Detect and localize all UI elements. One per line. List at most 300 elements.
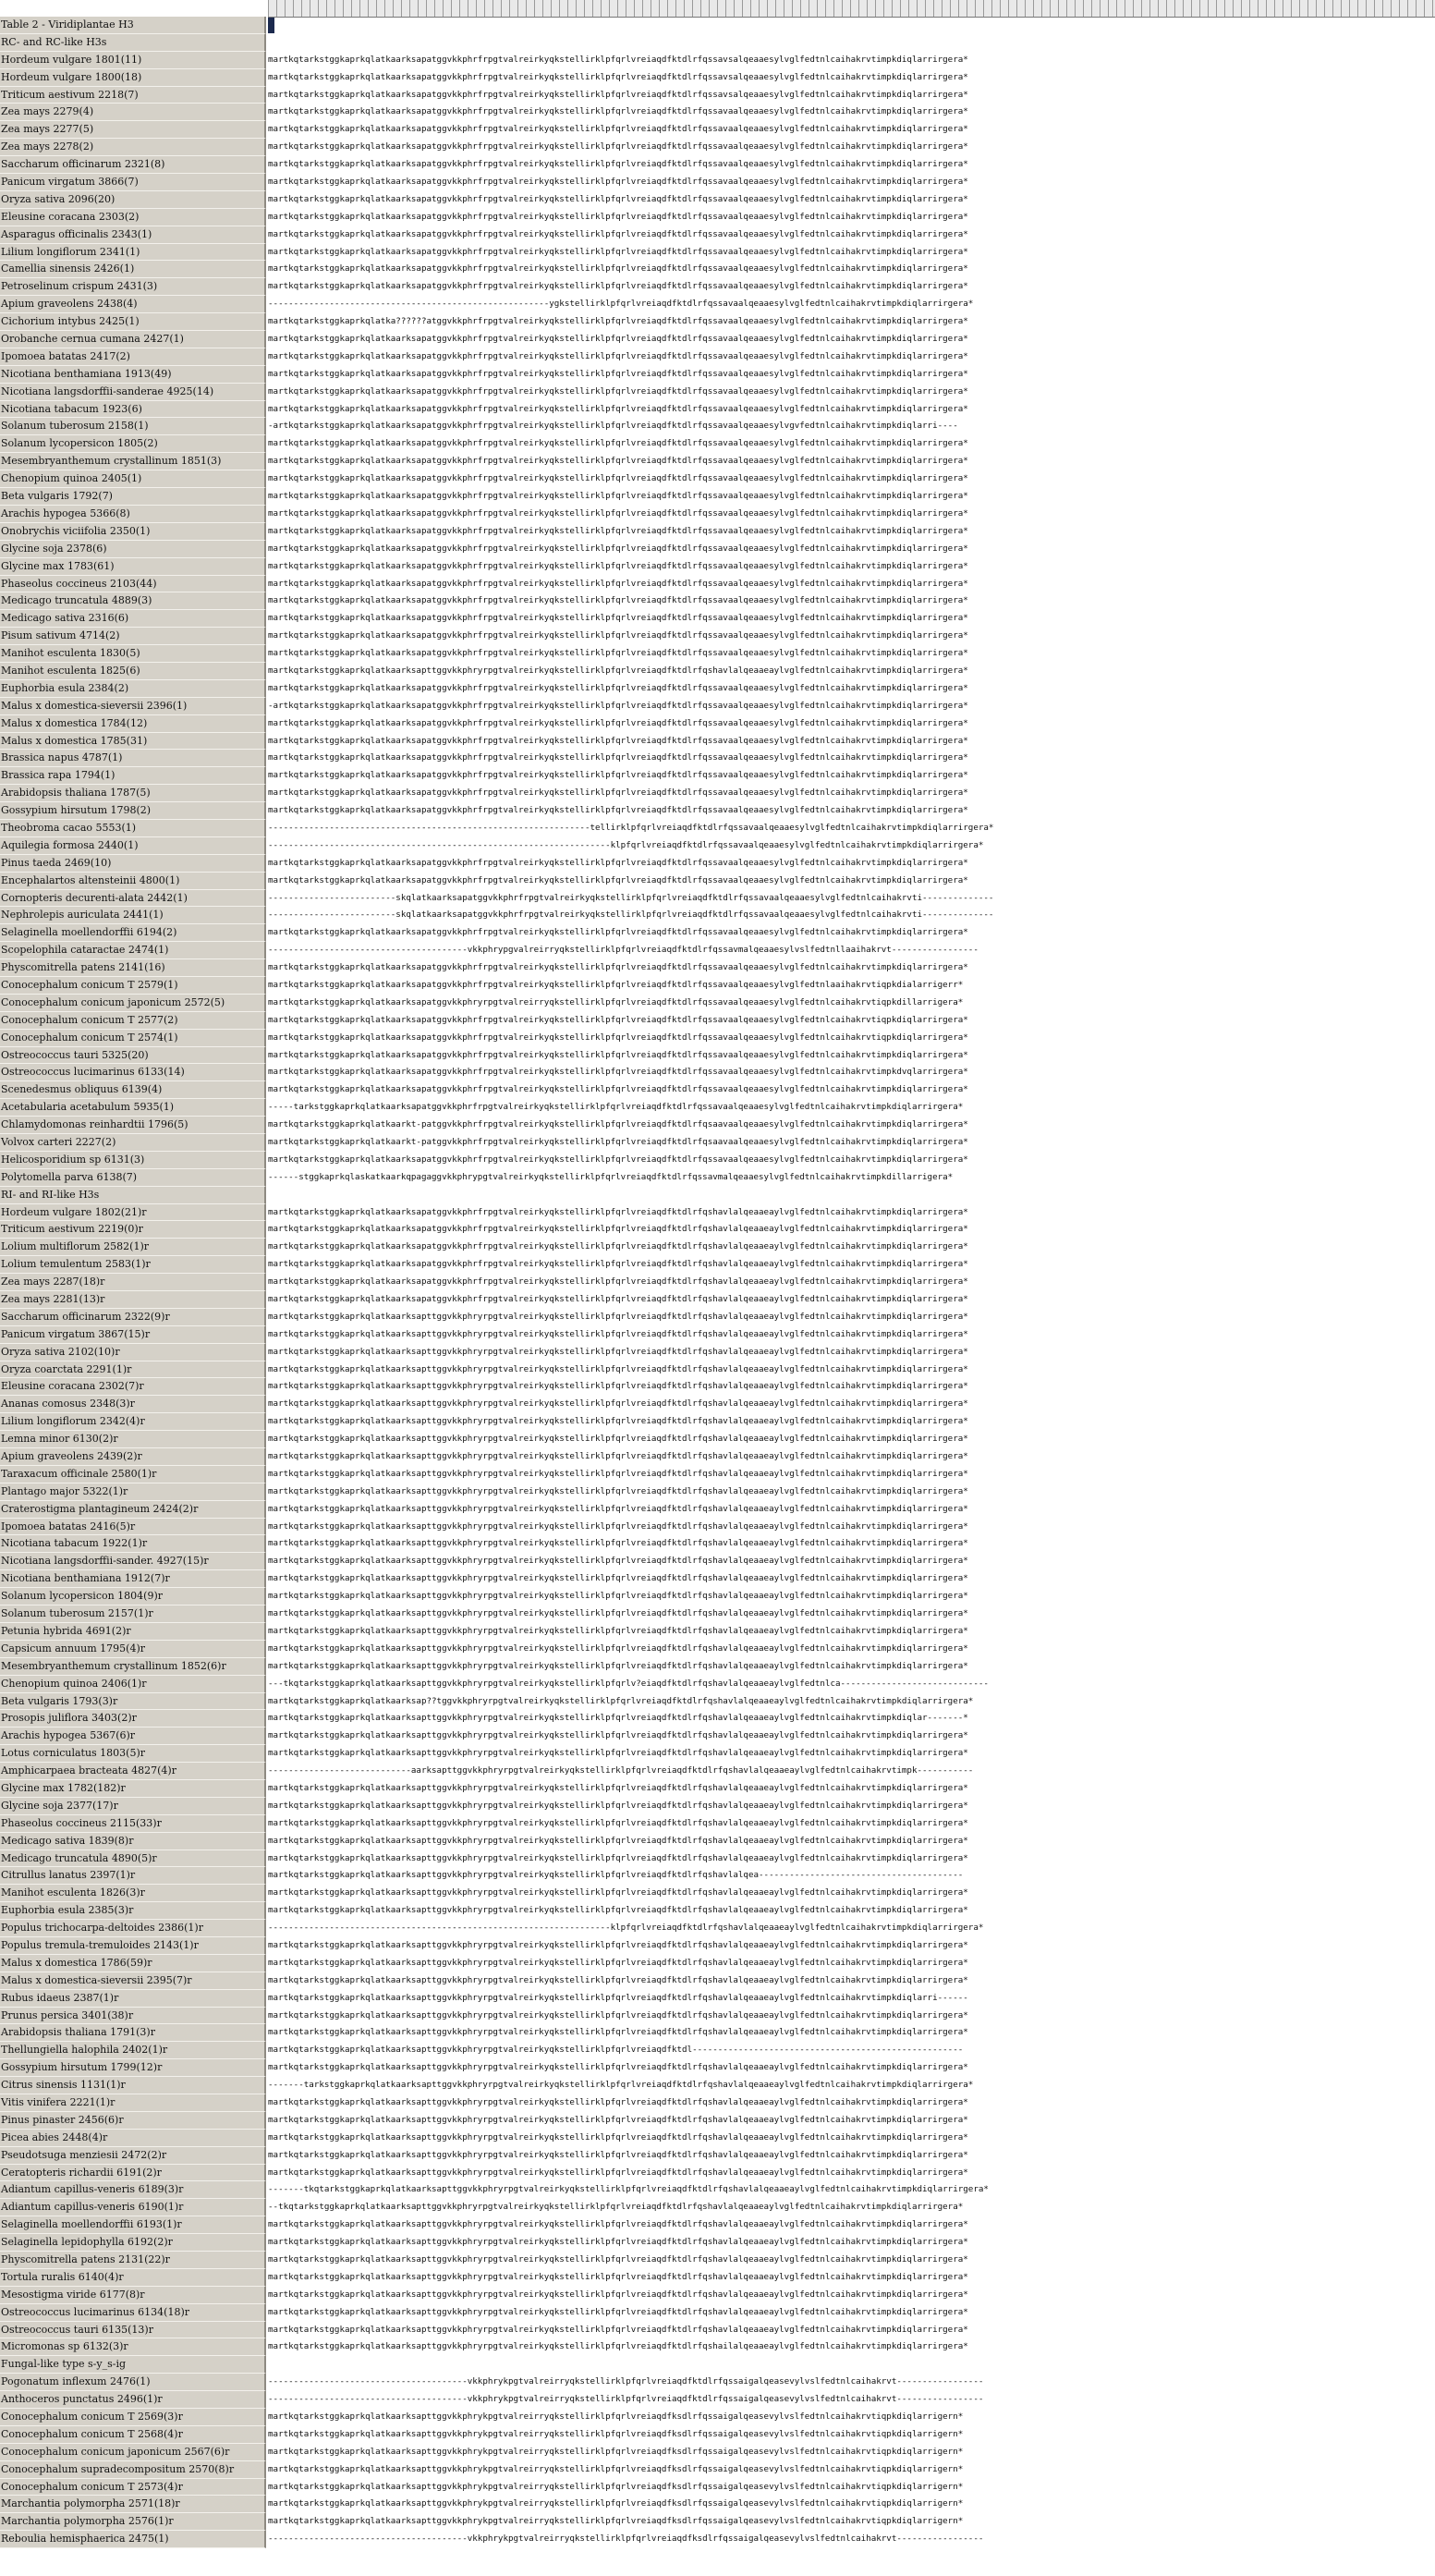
- alignment-row: [0, 924, 1432, 942]
- sequence-name[interactable]: Hordeum vulgare 1802(21)r: [0, 1204, 266, 1222]
- alignment-row: [0, 1850, 1432, 1868]
- sequence-text: martkqtarkstggkaprkqlatkaarksapttggvkkphryrpgtvalreirkyqkstellirklpfqrlvreiaqdfktdlrfqshavlalqeaaeaylvglfedtnlcaihakrvtimpkdiqlarrirgera*: [268, 2009, 968, 2021]
- sequence-name[interactable]: Medicago sativa 1839(8)r: [0, 1833, 266, 1850]
- sequence-name[interactable]: Beta vulgaris 1793(3)r: [0, 1693, 266, 1711]
- sequence-text: martkqtarkstggkaprkqlatkaarksapttggvkkphrykpgtvalreirryqkstellirklpfqrlvreiaqdfksdlrfqssaigalqeasevylvslfedtnlcaihakrvtiqpkdiqlarrigern*: [268, 2463, 964, 2474]
- alignment-row: [0, 2391, 1432, 2409]
- alignment-row: [0, 2234, 1432, 2252]
- alignment-row: [0, 995, 1432, 1012]
- sequence-name[interactable]: Mesembryanthemum crystallinum 1852(6)r: [0, 1658, 266, 1676]
- sequence-name[interactable]: Lolium temulentum 2583(1)r: [0, 1256, 266, 1274]
- sequence-name[interactable]: Ipomoea batatas 2417(2): [0, 348, 266, 366]
- alignment-row: [0, 837, 1432, 855]
- sequence-text: martkqtarkstggkaprkqlatkaarksapttggvkkphryrpgtvalreirkyqkstellirklpfqrlvreiaqdfktdlrfqshavlalqeaaeaylvglfedtnlcaihakrvtimpkdiqlarrirgera*: [268, 1800, 968, 1811]
- sequence-text: martkqtarkstggkaprkqlatkaarksapttggvkkphryrpgtvalreirkyqkstellirklpfqrlvreiaqdfktdlrfqshavlalqeaaeaylvglfedtnlcaihakrvtimpkdiqlarrirgera*: [268, 1485, 968, 1496]
- sequence-name[interactable]: Fungal-like type s-y_s-ig: [0, 2356, 266, 2374]
- sequence-name[interactable]: Conocephalum conicum T 2568(4)r: [0, 2426, 266, 2444]
- alignment-row: [0, 87, 1432, 104]
- sequence-text: martkqtarkstggkaprkqlatkaarksapttggvkkphryrpgtvalreirkyqkstellirklpfqrlvreiaqdfktdlrfqshavlalqeaaeaylvglfedtnlcaihakrvtimpkdiqlarrirgera*: [268, 1363, 968, 1374]
- sequence-text: martkqtarkstggkaprkqlatkaarksapttggvkkphryrpgtvalreirkyqkstellirklpfqrlvreiaqdfktdlrfqshavlalqeaaeaylvglfedtnlcaihakrvtimpkdiqlarrirgera*: [268, 1503, 968, 1514]
- alignment-row: [0, 1867, 1432, 1885]
- sequence-name[interactable]: Prunus persica 3401(38)r: [0, 2008, 266, 2025]
- sequence-name[interactable]: Amphicarpaea bracteata 4827(4)r: [0, 1763, 266, 1780]
- alignment-row: [0, 506, 1432, 523]
- sequence-name[interactable]: Manihot esculenta 1826(3)r: [0, 1885, 266, 1902]
- sequence-name[interactable]: Lolium multiflorum 2582(1)r: [0, 1239, 266, 1256]
- alignment-row: [0, 1134, 1432, 1152]
- alignment-table: [0, 17, 1432, 2548]
- sequence-name[interactable]: Apium graveolens 2439(2)r: [0, 1448, 266, 1466]
- alignment-row: [0, 34, 1432, 52]
- sequence-name[interactable]: Cornopteris decurenti-alata 2442(1): [0, 890, 266, 908]
- sequence-name[interactable]: Hordeum vulgare 1800(18): [0, 69, 266, 87]
- alignment-row: [0, 278, 1432, 296]
- sequence-name[interactable]: Malus x domestica 1785(31): [0, 733, 266, 751]
- sequence-name[interactable]: Solanum lycopersicon 1804(9)r: [0, 1588, 266, 1605]
- sequence-text: ---------------------------------------------------------------tellirklpfqrlvreiaqdfktdlrfqssavaalqeaaesylvglfedtnlcaihakrvtimpkdiqlarrirgera*: [268, 822, 994, 833]
- sequence-name[interactable]: Glycine soja 2377(17)r: [0, 1798, 266, 1815]
- sequence-name[interactable]: Camellia sinensis 2426(1): [0, 261, 266, 278]
- alignment-row: [0, 1396, 1432, 1413]
- alignment-row: [0, 1780, 1432, 1798]
- sequence-name[interactable]: Nicotiana langsdorffii-sander. 4927(15)r: [0, 1553, 266, 1570]
- sequence-text: martkqtarkstggkaprkqlatkaarksapttggvkkphryrpgtvalreirkyqkstellirklpfqrlvreiaqdfktdlrfqshavlalqeaaeaylvglfedtnlcaihakrvtimpkdiqlarrirgera*: [268, 2219, 968, 2230]
- sequence-name[interactable]: Aquilegia formosa 2440(1): [0, 837, 266, 855]
- alignment-row: [0, 1623, 1432, 1641]
- sequence-name[interactable]: Pinus pinaster 2456(6)r: [0, 2112, 266, 2130]
- alignment-row: [0, 104, 1432, 121]
- alignment-row: [0, 2165, 1432, 2182]
- sequence-text: martkqtarkstggkaprkqlatkaarksapttggvkkphryrpgtvalreirkyqkstellirklpfqrlvreiaqdfktdlrfqshavlalqeaaeaylvglfedtnlcaihakrvtimpkdiqlarrirgera*: [268, 1852, 968, 1863]
- sequence-text: -------------------------skqlatkaarksapatggvkkphrfrpgtvalreirkyqkstellirklpfqrlvreiaqdfktdlrfqssavaalqeaaesylvglfedtnlcaihakrvti--------------: [268, 910, 994, 921]
- sequence-text: -artkqtarkstggkaprkqlatkaarksapatggvkkphrfrpgtvalreirkyqkstellirklpfqrlvreiaqdfktdlrfqssavaalqeaaesylvgvfedtnlcaihakrvtimpkdiqlarri----: [268, 421, 958, 432]
- sequence-name[interactable]: Adiantum capillus-veneris 6190(1)r: [0, 2199, 266, 2216]
- alignment-row: [0, 2024, 1432, 2042]
- sequence-text: martkqtarkstggkaprkqlatkaarksapatggvkkphrfrpgtvalreirkyqkstellirklpfqrlvreiaqdfktdlrfqssavaalqeaaesylvglfedtnlcaihakrvtimpkdiqlarrirgera*: [268, 263, 968, 275]
- sequence-name[interactable]: Triticum aestivum 2218(7): [0, 87, 266, 104]
- sequence-text: martkqtarkstggkaprkqlatkaarksapttggvkkphryrpgtvalreirkyqkstellirklpfqrlvreiaqdfktdlrfqshavlalqeaaeaylvglfedtnlcaihakrvtimpkdiqlarri------: [268, 1992, 968, 2003]
- sequence-name[interactable]: Citrus sinensis 1131(1)r: [0, 2077, 266, 2094]
- sequence-name[interactable]: RC- and RC-like H3s: [0, 34, 266, 52]
- sequence-name[interactable]: Saccharum officinarum 2321(8): [0, 156, 266, 174]
- sequence-name[interactable]: Helicosporidium sp 6131(3): [0, 1152, 266, 1169]
- sequence-name[interactable]: Selaginella moellendorffii 6194(2): [0, 924, 266, 942]
- alignment-row: [0, 1570, 1432, 1588]
- sequence-name[interactable]: Nicotiana tabacum 1923(6): [0, 401, 266, 419]
- sequence-name[interactable]: Polytomella parva 6138(7): [0, 1169, 266, 1187]
- sequence-text: martkqtarkstggkaprkqlatkaarksapttggvkkphryrpgtvalreirkyqkstellirklpfqrlvreiaqdfktdlrfqshavlalqeaaeaylvglfedtnlcaihakrvtimpkdiqlarrirgera*: [268, 1782, 968, 1793]
- sequence-name[interactable]: Conocephalum conicum japonicum 2567(6)r: [0, 2444, 266, 2461]
- sequence-name[interactable]: Zea mays 2279(4): [0, 104, 266, 121]
- sequence-text: martkqtarkstggkaprkqlatkaarksapttggvkkphryrpgtvalreirkyqkstellirklpfqrlvreiaqdfktdlrfqshavlalqeaaeaylvglfedtnlcaihakrvtimpkdiqlar-------*: [268, 1713, 968, 1724]
- sequence-text: martkqtarkstggkaprkqlatkaarksapttggvkkphryrpgtvalreirkyqkstellirklpfqrlvreiaqdfktdlrfqshavlalqeaaeaylvglfedtnlcaihakrvtimpkdiqlarrirgera*: [268, 2289, 968, 2300]
- sequence-name[interactable]: Populus tremula-tremuloides 2143(1)r: [0, 1937, 266, 1955]
- alignment-row: [0, 2287, 1432, 2304]
- sequence-name[interactable]: Lilium longiflorum 2342(4)r: [0, 1413, 266, 1431]
- sequence-text: martkqtarkstggkaprkqlatkaarksapttggvkkphrykpgtvalreirryqkstellirklpfqrlvreiaqdfksdlrfqssaigalqeasevylvslfedtnlcaihakrvtiqpkdiqlarrigern*: [268, 2481, 964, 2492]
- sequence-name[interactable]: Onobrychis viciifolia 2350(1): [0, 523, 266, 541]
- alignment-row: [0, 1081, 1432, 1099]
- sequence-name[interactable]: Reboulia hemisphaerica 2475(1): [0, 2531, 266, 2548]
- sequence-name[interactable]: Tortula ruralis 6140(4)r: [0, 2269, 266, 2287]
- sequence-text: martkqtarkstggkaprkqlatkaarksapttggvkkphrykpgtvalreirryqkstellirklpfqrlvreiaqdfksdlrfqssaigalqeasevylvslfedtnlcaihakrvtiqpkdiqlarrigern*: [268, 2428, 964, 2439]
- alignment-row: [0, 384, 1432, 401]
- sequence-name[interactable]: Petroselinum crispum 2431(3): [0, 278, 266, 296]
- alignment-row: [0, 2409, 1432, 2426]
- sequence-name[interactable]: Lilium longiflorum 2341(1): [0, 244, 266, 262]
- sequence-name[interactable]: Volvox carteri 2227(2): [0, 1134, 266, 1152]
- sequence-name[interactable]: Malus x domestica 1784(12): [0, 715, 266, 733]
- sequence-text: martkqtarkstggkaprkqlatkaarksapatggvkkphrfrpgtvalreirkyqkstellirklpfqrlvreiaqdfktdlrfqssavaalqeaaesylvglfedtnlcaihakrvtiqpkdiqlarrirgera*: [268, 1032, 968, 1043]
- sequence-text: martkqtarkstggkaprkqlatkaarksapatggvkkphrfrpgtvalreirkyqkstellirklpfqrlvreiaqdfktdlrfqssavaalqeaaesylvglfedtnlcaihakrvtimpkdiqlarrirgera*: [268, 350, 968, 361]
- alignment-row: [0, 1501, 1432, 1519]
- sequence-name[interactable]: Arachis hypogea 5366(8): [0, 506, 266, 523]
- sequence-text: ------stggkaprkqlaskatkaarkqpagaggvkkphrypgtvalreirkyqkstellirklpfqrlvreiaqdfktdlrfqssavmalqeaaesylvglfedtnlcaihakrvtimpkdillarrigera*: [268, 1171, 954, 1182]
- sequence-text: -------tarkstggkaprkqlatkaarksapttggvkkphryrpgtvalreirkyqkstellirklpfqrlvreiaqdfktdlrfqshavlalqeaaeaylvglfedtnlcaihakrvtimpkdiqlarrirgera*: [268, 2080, 974, 2091]
- alignment-row: [0, 261, 1432, 278]
- sequence-name[interactable]: Acetabularia acetabulum 5935(1): [0, 1099, 266, 1117]
- sequence-name[interactable]: Gossypium hirsutum 1798(2): [0, 802, 266, 820]
- sequence-name[interactable]: Manihot esculenta 1830(5): [0, 645, 266, 663]
- sequence-name[interactable]: Euphorbia esula 2385(3)r: [0, 1902, 266, 1920]
- sequence-name[interactable]: Brassica napus 4787(1): [0, 750, 266, 767]
- sequence-name[interactable]: Chenopium quinoa 2406(1)r: [0, 1676, 266, 1693]
- alignment-row: [0, 802, 1432, 820]
- alignment-row: [0, 1256, 1432, 1274]
- sequence-text: martkqtarkstggkaprkqlatkaarksap??tggvkkphryrpgtvalreirkyqkstellirklpfqrlvreiaqdfktdlrfqshavlalqeaaeaylvglfedtnlcaihakrvtimpkdiqlarrirgera*: [268, 1695, 974, 1706]
- alignment-row: [0, 401, 1432, 419]
- sequence-text: martkqtarkstggkaprkqlatkaarksapttggvkkphryrpgtvalreirkyqkstellirklpfqrlvreiaqdfktdlrfqshavlalqeaaeaylvglfedtnlcaihakrvtimpkdiqlarrirgera*: [268, 1468, 968, 1479]
- sequence-text: martkqtarkstggkaprkqlatkaarksapttggvkkphryrpgtvalreirkyqkstellirklpfqrlvreiaqdfktdlrfqshavlalqeaaeaylvglfedtnlcaihakrvtimpkdiqlarrirgera*: [268, 2254, 968, 2265]
- sequence-text: martkqtarkstggkaprkqlatkaarksapatggvkkphrfrpgtvalreirkyqkstellirklpfqrlvreiaqdfktdlrfqssavaalqeaaesylvglfedtnlcaihakrvtimpkdiqlarrirgera*: [268, 874, 968, 885]
- sequence-text: martkqtarkstggkaprkqlatkaarksapatggvkkphrfrpgtvalreirkyqkstellirklpfqrlvreiaqdfktdlrfqssavaalqeaaesylvglfedtnlcaihakrvtimpkdiqlarrirgera*: [268, 1049, 968, 1060]
- sequence-name[interactable]: Pogonatum inflexum 2476(1): [0, 2374, 266, 2391]
- alignment-row: [0, 1972, 1432, 1990]
- alignment-row: [0, 2374, 1432, 2391]
- sequence-name[interactable]: Mesembryanthemum crystallinum 1851(3): [0, 453, 266, 470]
- sequence-name[interactable]: Scenedesmus obliquus 6139(4): [0, 1081, 266, 1099]
- sequence-text: martkqtarkstggkaprkqlatkaarksapatggvkkphrfrpgtvalreirkyqkstellirklpfqrlvreiaqdfktdlrfqssavaalqeaaesylvglfedtnlcaihakrvtimpkdiqlarrirgera*: [268, 507, 968, 519]
- alignment-row: [0, 69, 1432, 87]
- alignment-row: [0, 209, 1432, 226]
- sequence-text: martkqtarkstggkaprkqlatkaarksapatggvkkphrfrpgtvalreirkyqkstellirklpfqrlvreiaqdfktdlrfqshavlalqeaaeaylvglfedtnlcaihakrvtimpkdiqlarrirgera*: [268, 1259, 968, 1270]
- alignment-row: [0, 523, 1432, 541]
- sequence-text: martkqtarkstggkaprkqlatkaarksapttggvkkphryrpgtvalreirkyqkstellirklpfqrlvreiaqdfktdlrfqshavlalqeaaeaylvglfedtnlcaihakrvtimpkdiqlarrirgera*: [268, 2306, 968, 2317]
- alignment-row: [0, 1291, 1432, 1309]
- sequence-name[interactable]: Ceratopteris richardii 6191(2)r: [0, 2165, 266, 2182]
- sequence-text: martkqtarkstggkaprkqlatkaarksapatggvkkphrfrpgtvalreirkyqkstellirklpfqrlvreiaqdfktdlrfqssavaalqeaaesylvglfedtnlcaihakrvtimpkdiqlarrirgera*: [268, 403, 968, 414]
- sequence-name[interactable]: Prosopis juliflora 3403(2)r: [0, 1710, 266, 1728]
- sequence-text: martkqtarkstggkaprkqlatkaarkt-patggvkkphrfrpgtvalreirkyqkstellirklpfqrlvreiaqdfktdlrfqsaavaalqeaaesylvglfedtnlcaihakrvtimpkdiqlarrirgera*: [268, 1119, 968, 1130]
- sequence-text: martkqtarkstggkaprkqlatkaarksapttggvkkphryrpgtvalreirkyqkstellirklpfqrlvreiaqdfktdlrfqshavlalqeaaeaylvglfedtnlcaihakrvtimpkdiqlarrirgera*: [268, 2271, 968, 2282]
- sequence-name[interactable]: Mesostigma viride 6177(8)r: [0, 2287, 266, 2304]
- sequence-name[interactable]: Micromonas sp 6132(3)r: [0, 2338, 266, 2356]
- sequence-name[interactable]: Conocephalum conicum T 2574(1): [0, 1030, 266, 1047]
- sequence-text: martkqtarkstggkaprkqlatkaarksapatggvkkphrfrpgtvalreirkyqkstellirklpfqrlvreiaqdfktdlrfqssavaalqeaaesylvglfedtnlcaihakrvtimpkdiqlarrirgera*: [268, 857, 968, 868]
- sequence-name[interactable]: Physcomitrella patens 2131(22)r: [0, 2252, 266, 2269]
- sequence-text: martkqtarkstggkaprkqlatkaarksapatggvkkphrfrpgtvalreirkyqkstellirklpfqrlvreiaqdfktdlrfqssavaalqeaaesylvglfedtnlcaihakrvtimpkdiqlarrirgera*: [268, 543, 968, 554]
- sequence-name[interactable]: Brassica rapa 1794(1): [0, 767, 266, 785]
- sequence-text: -------tkqtarkstggkaprkqlatkaarksapttggvkkphryrpgtvalreirkyqkstellirklpfqrlvreiaqdfktdlrfqshavlalqeaaeaylvglfedtnlcaihakrvtimpkdiqlarrirgera*: [268, 2184, 989, 2195]
- sequence-text: martkqtarkstggkaprkqlatkaarksapttggvkkphryrpgtvalreirkyqkstellirklpfqrlvreiaqdfktdlrfqshavlalqeaaeaylvglfedtnlcaihakrvtimpkdiqlarrirgera*: [268, 1625, 968, 1636]
- sequence-name[interactable]: Pisum sativum 4714(2): [0, 628, 266, 645]
- sequence-name[interactable]: Citrullus lanatus 2397(1)r: [0, 1867, 266, 1885]
- sequence-name[interactable]: Ostreococcus tauri 5325(20): [0, 1047, 266, 1065]
- sequence-name[interactable]: Conocephalum conicum japonicum 2572(5): [0, 995, 266, 1012]
- sequence-text: martkqtarkstggkaprkqlatkaarksapttggvkkphryrpgtvalreirkyqkstellirklpfqrlvreiaqdfktdlrfqshavlalqeaaeaylvglfedtnlcaihakrvtimpkdiqlarrirgera*: [268, 2149, 968, 2160]
- sequence-name[interactable]: Malus x domestica-sieversii 2396(1): [0, 698, 266, 715]
- alignment-row: [0, 592, 1432, 610]
- sequence-name[interactable]: Vitis vinifera 2221(1)r: [0, 2094, 266, 2112]
- alignment-row: [0, 610, 1432, 628]
- sequence-name[interactable]: Ipomoea batatas 2416(5)r: [0, 1519, 266, 1536]
- sequence-name[interactable]: Conocephalum supradecompositum 2570(8)r: [0, 2461, 266, 2479]
- sequence-name[interactable]: Phaseolus coccineus 2115(33)r: [0, 1815, 266, 1833]
- alignment-row: [0, 121, 1432, 139]
- sequence-name[interactable]: Plantago major 5322(1)r: [0, 1483, 266, 1501]
- sequence-name[interactable]: Thellungiella halophila 2402(1)r: [0, 2042, 266, 2059]
- alignment-row: [0, 1763, 1432, 1780]
- sequence-text: martkqtarkstggkaprkqlatka??????atggvkkphrfrpgtvalreirkyqkstellirklpfqrlvreiaqdfktdlrfqssavaalqeaaesylvglfedtnlcaihakrvtimpkdiqlarrirgera*: [268, 316, 968, 327]
- sequence-name[interactable]: Malus x domestica-sieversii 2395(7)r: [0, 1972, 266, 1990]
- sequence-name[interactable]: Craterostigma plantagineum 2424(2)r: [0, 1501, 266, 1519]
- sequence-name[interactable]: Manihot esculenta 1825(6): [0, 663, 266, 680]
- sequence-name[interactable]: Triticum aestivum 2219(0)r: [0, 1221, 266, 1239]
- sequence-text: martkqtarkstggkaprkqlatkaarksapatggvkkphrfrpgtvalreirkyqkstellirklpfqrlvreiaqdfktdlrfqssavaalqeaaesylvglfedtnlcaihakrvtimpkdiqlarrirgera*: [268, 927, 968, 938]
- sequence-name[interactable]: Zea mays 2281(13)r: [0, 1291, 266, 1309]
- sequence-text: martkqtarkstggkaprkqlatkaarksapatggvkkphrfrpgtvalreirkyqkstellirklpfqrlvreiaqdfktdlrfqshavlalqeaaeaylvglfedtnlcaihakrvtimpkdiqlarrirgera*: [268, 1224, 968, 1235]
- sequence-text: martkqtarkstggkaprkqlatkaarksapttggvkkphryrpgtvalreirkyqkstellirklpfqrlvreiaqdfktdlrfqshavlalqeaaeaylvglfedtnlcaihakrvtimpkdiqlarrirgera*: [268, 1451, 968, 1462]
- sequence-name[interactable]: Cichorium intybus 2425(1): [0, 313, 266, 331]
- sequence-text: martkqtarkstggkaprkqlatkaarksapatggvkkphrfrpgtvalreirkyqkstellirklpfqrlvreiaqdfktdlrfqssavsalqeaaesylvglfedtnlcaihakrvtimpkdiqlarrirgera*: [268, 89, 968, 100]
- sequence-text: martkqtarkstggkaprkqlatkaarksapatggvkkphrfrpgtvalreirkyqkstellirklpfqrlvreiaqdfktdlrfqssavaalqeaaesylvglfedtnlaaihakrvtiqpkdialarrigerr*: [268, 979, 964, 990]
- sequence-name[interactable]: Malus x domestica 1786(59)r: [0, 1955, 266, 1972]
- sequence-name[interactable]: Theobroma cacao 5553(1): [0, 820, 266, 837]
- alignment-row: [0, 767, 1432, 785]
- sequence-text: -------------------------------------------------------------------klpfqrlvreiaqdfktdlrfqssavaalqeaaesylvglfedtnlcaihakrvtimpkdiqlarrirgera*: [268, 839, 984, 850]
- sequence-text: martkqtarkstggkaprkqlatkaarksapttggvkkphryrpgtvalreirkyqkstellirklpfqrlvreiaqdfktdlrfqshavlalqeaaeaylvglfedtnlcaihakrvtimpkdiqlarrirgera*: [268, 1398, 968, 1410]
- sequence-name[interactable]: Panicum virgatum 3867(15)r: [0, 1326, 266, 1344]
- sequence-name[interactable]: Ostreococcus tauri 6135(13)r: [0, 2322, 266, 2339]
- sequence-text: martkqtarkstggkaprkqlatkaarksapatggvkkphrfrpgtvalreirkyqkstellirklpfqrlvreiaqdfktdlrfqssavaalqeaaesylvglfedtnlcaihakrvtimpkdiqlarrirgera*: [268, 682, 968, 693]
- sequence-text: martkqtarkstggkaprkqlatkaarksapttggvkkphryrpgtvalreirkyqkstellirklpfqrlvreiaqdfktdlrfqshavlalqeaaeaylvglfedtnlcaihakrvtimpkdiqlarrirgera*: [268, 2096, 968, 2107]
- alignment-row: [0, 1710, 1432, 1728]
- alignment-row: [0, 1519, 1432, 1536]
- sequence-name[interactable]: Glycine soja 2378(6): [0, 541, 266, 558]
- alignment-row: [0, 453, 1432, 470]
- alignment-row: [0, 418, 1432, 435]
- sequence-name[interactable]: Ananas comosus 2348(3)r: [0, 1396, 266, 1413]
- alignment-row: [0, 435, 1432, 453]
- sequence-name[interactable]: Marchantia polymorpha 2576(1)r: [0, 2513, 266, 2531]
- alignment-row: [0, 785, 1432, 802]
- sequence-name[interactable]: RI- and RI-like H3s: [0, 1187, 266, 1204]
- sequence-name[interactable]: Hordeum vulgare 1801(11): [0, 52, 266, 69]
- alignment-row: [0, 2147, 1432, 2165]
- alignment-row: [0, 156, 1432, 174]
- sequence-name[interactable]: Marchantia polymorpha 2571(18)r: [0, 2496, 266, 2513]
- alignment-row: [0, 628, 1432, 645]
- alignment-row: [0, 907, 1432, 924]
- sequence-name[interactable]: Phaseolus coccineus 2103(44): [0, 576, 266, 593]
- sequence-text: martkqtarkstggkaprkqlatkaarksapatggvkkphrfrpgtvalreirkyqkstellirklpfqrlvreiaqdfktdlrfqssavaalqeaaesylvglfedtnlcaihakrvtimpkdiqlarrirgera*: [268, 648, 968, 659]
- sequence-name[interactable]: Arachis hypogea 5367(6)r: [0, 1728, 266, 1745]
- sequence-name[interactable]: Oryza sativa 2096(20): [0, 191, 266, 209]
- alignment-row: [0, 1798, 1432, 1815]
- sequence-name[interactable]: Asparagus officinalis 2343(1): [0, 226, 266, 244]
- sequence-text: ---------------------------------------vkkphrykpgtvalreirryqkstellirklpfqrlvreiaqdfktdlrfqssaigalqeasevylvslfedtnlcaihakrvt-----------------: [268, 2376, 984, 2387]
- sequence-name[interactable]: Zea mays 2277(5): [0, 121, 266, 139]
- sequence-name[interactable]: Taraxacum officinale 2580(1)r: [0, 1466, 266, 1483]
- sequence-name[interactable]: Ostreococcus lucimarinus 6134(18)r: [0, 2304, 266, 2322]
- alignment-row: [0, 541, 1432, 558]
- sequence-name[interactable]: Oryza sativa 2102(10)r: [0, 1344, 266, 1361]
- sequence-name[interactable]: Medicago sativa 2316(6): [0, 610, 266, 628]
- alignment-row: [0, 1815, 1432, 1833]
- sequence-name[interactable]: Selaginella lepidophylla 6192(2)r: [0, 2234, 266, 2252]
- sequence-name[interactable]: Nephrolepis auriculata 2441(1): [0, 907, 266, 924]
- sequence-name[interactable]: Lotus corniculatus 1803(5)r: [0, 1745, 266, 1763]
- sequence-name[interactable]: Apium graveolens 2438(4): [0, 296, 266, 313]
- sequence-name[interactable]: Conocephalum conicum T 2577(2): [0, 1012, 266, 1030]
- sequence-name[interactable]: Zea mays 2287(18)r: [0, 1274, 266, 1291]
- sequence-name[interactable]: Pinus taeda 2469(10): [0, 855, 266, 873]
- alignment-row: [0, 1535, 1432, 1553]
- sequence-name[interactable]: Table 2 - Viridiplantae H3: [0, 17, 266, 34]
- sequence-name[interactable]: Solanum tuberosum 2157(1)r: [0, 1605, 266, 1623]
- sequence-text: martkqtarkstggkaprkqlatkaarksapttggvkkphryrpgtvalreirkyqkstellirklpfqrlvreiaqdfktdl-----------------------------------------------------: [268, 2045, 964, 2056]
- sequence-name[interactable]: Conocephalum conicum T 2573(4)r: [0, 2479, 266, 2497]
- sequence-name[interactable]: Conocephalum conicum T 2579(1): [0, 977, 266, 995]
- alignment-row: [0, 1239, 1432, 1256]
- sequence-name[interactable]: Arabidopsis thaliana 1791(3)r: [0, 2024, 266, 2042]
- sequence-text: martkqtarkstggkaprkqlatkaarksapttggvkkphrykpgtvalreirryqkstellirklpfqrlvreiaqdfksdlrfqssaigalqeasevylvslfedtnlcaihakrvtiqpkdiqlarrigern*: [268, 2411, 964, 2423]
- sequence-name[interactable]: Encephalartos altensteinii 4800(1): [0, 873, 266, 890]
- sequence-text: martkqtarkstggkaprkqlatkaarksapttggvkkphryrpgtvalreirkyqkstellirklpfqrlvreiaqdfktdlrfqshavlalqeaaeaylvglfedtnlcaihakrvtimpkdiqlarrirgera*: [268, 1887, 968, 1898]
- sequence-name[interactable]: Picea abies 2448(4)r: [0, 2130, 266, 2147]
- sequence-text: martkqtarkstggkaprkqlatkaarksapatggvkkphrfrpgtvalreirkyqkstellirklpfqrlvreiaqdfktdlrfqssavsalqeaaesylvglfedtnlcaihakrvtimpkdiqlarrirgera*: [268, 54, 968, 65]
- alignment-row: [0, 1920, 1432, 1937]
- sequence-text: martkqtarkstggkaprkqlatkaarksapttggvkkphryrpgtvalreirkyqkstellirklpfqrlvreiaqdfktdlrfqshavlalqeaaeaylvglfedtnlcaihakrvtimpkdiqlarrirgera*: [268, 1328, 968, 1339]
- sequence-text: martkqtarkstggkaprkqlatkaarksapttggvkkphryrpgtvalreirkyqkstellirklpfqrlvreiaqdfktdlrfqshavlalqeaaeaylvglfedtnlcaihakrvtimpkdiqlarrirgera*: [268, 2237, 968, 2248]
- sequence-name[interactable]: Glycine max 1783(61): [0, 558, 266, 576]
- sequence-name[interactable]: Nicotiana tabacum 1922(1)r: [0, 1535, 266, 1553]
- sequence-name[interactable]: Ostreococcus lucimarinus 6133(14): [0, 1064, 266, 1081]
- sequence-text: martkqtarkstggkaprkqlatkaarksapttggvkkphryrpgtvalreirkyqkstellirklpfqrlvreiaqdfktdlrfqshavlalqeaaeaylvglfedtnlcaihakrvtimpkdiqlarrirgera*: [268, 1957, 968, 1968]
- sequence-text: martkqtarkstggkaprkqlatkaarksapttggvkkphryrpgtvalreirkyqkstellirklpfqrlvreiaqdfktdlrfqshavlalqeaaeaylvglfedtnlcaihakrvtimpkdiqlarrirgera*: [268, 1538, 968, 1549]
- sequence-name[interactable]: Scopelophila cataractae 2474(1): [0, 942, 266, 959]
- alignment-row: [0, 1378, 1432, 1396]
- alignment-row: [0, 2008, 1432, 2025]
- sequence-name[interactable]: Gossypium hirsutum 1799(12)r: [0, 2059, 266, 2077]
- sequence-name[interactable]: Arabidopsis thaliana 1787(5): [0, 785, 266, 802]
- alignment-row: [0, 1221, 1432, 1239]
- sequence-name[interactable]: Anthoceros punctatus 2496(1)r: [0, 2391, 266, 2409]
- sequence-text: martkqtarkstggkaprkqlatkaarksapatggvkkphrfrpgtvalreirkyqkstellirklpfqrlvreiaqdfktdlrfqssavsalqeaaesylvglfedtnlcaihakrvtimpkdiqlarrirgera*: [268, 71, 968, 82]
- alignment-row: [0, 698, 1432, 715]
- alignment-row: [0, 2252, 1432, 2269]
- alignment-row: [0, 855, 1432, 873]
- sequence-text: [266, 2356, 1432, 2374]
- sequence-name[interactable]: Solanum lycopersicon 1805(2): [0, 435, 266, 453]
- sequence-name[interactable]: Nicotiana langsdorffii-sanderae 4925(14): [0, 384, 266, 401]
- alignment-row: [0, 2444, 1432, 2461]
- alignment-row: [0, 2338, 1432, 2356]
- sequence-name[interactable]: Petunia hybrida 4691(2)r: [0, 1623, 266, 1641]
- alignment-row: [0, 1605, 1432, 1623]
- sequence-name[interactable]: Capsicum annuum 1795(4)r: [0, 1641, 266, 1658]
- sequence-text: martkqtarkstggkaprkqlatkaarksapttggvkkphryrpgtvalreirkyqkstellirklpfqrlvreiaqdfktdlrfqshailalqeaaeaylvglfedtnlcaihakrvtimpkdiqlarrirgera*: [268, 2341, 968, 2352]
- alignment-row: [0, 1169, 1432, 1187]
- alignment-row: [0, 1885, 1432, 1902]
- sequence-text: martkqtarkstggkaprkqlatkaarksapatggvkkphrfrpgtvalreirkyqkstellirklpfqrlvreiaqdfktdlrfqssavaalqeaaesylvglfedtnlcaihakrvtimpkdiqlarrirgera*: [268, 334, 968, 345]
- alignment-row: [0, 2496, 1432, 2513]
- sequence-text: martkqtarkstggkaprkqlatkaarksapatggvkkphrfrpgtvalreirkyqkstellirklpfqrlvreiaqdfktdlrfqssavaalqeaaesylvglfedtnlcaihakrvtimpkdiqlarrirgera*: [268, 124, 968, 135]
- sequence-name[interactable]: Chlamydomonas reinhardtii 1796(5): [0, 1117, 266, 1134]
- sequence-name[interactable]: Physcomitrella patens 2141(16): [0, 959, 266, 977]
- alignment-row: [0, 1990, 1432, 2008]
- alignment-row: [0, 977, 1432, 995]
- sequence-text: martkqtarkstggkaprkqlatkaarksapatggvkkphrfrpgtvalreirkyqkstellirklpfqrlvreiaqdfktdlrfqssavaalqeaaesylvglfedtnlcaihakrvtimpkdiqlarrirgera*: [268, 228, 968, 239]
- alignment-row: [0, 645, 1432, 663]
- sequence-name[interactable]: Beta vulgaris 1792(7): [0, 488, 266, 506]
- sequence-name[interactable]: Eleusine coracana 2303(2): [0, 209, 266, 226]
- alignment-row: [0, 1553, 1432, 1570]
- sequence-name[interactable]: Glycine max 1782(182)r: [0, 1780, 266, 1798]
- sequence-name[interactable]: Panicum virgatum 3866(7): [0, 174, 266, 191]
- sequence-name[interactable]: Zea mays 2278(2): [0, 139, 266, 156]
- sequence-name[interactable]: Lemna minor 6130(2)r: [0, 1431, 266, 1448]
- sequence-name[interactable]: Medicago truncatula 4890(5)r: [0, 1850, 266, 1868]
- sequence-name[interactable]: Oryza coarctata 2291(1)r: [0, 1361, 266, 1379]
- alignment-row: [0, 680, 1432, 698]
- sequence-name[interactable]: Medicago truncatula 4889(3): [0, 592, 266, 610]
- sequence-name[interactable]: Adiantum capillus-veneris 6189(3)r: [0, 2181, 266, 2199]
- alignment-row: [0, 2322, 1432, 2339]
- sequence-name[interactable]: Nicotiana benthamiana 1912(7)r: [0, 1570, 266, 1588]
- alignment-row: [0, 2059, 1432, 2077]
- sequence-name[interactable]: Rubus idaeus 2387(1)r: [0, 1990, 266, 2008]
- sequence-name[interactable]: Euphorbia esula 2384(2): [0, 680, 266, 698]
- sequence-name[interactable]: Nicotiana benthamiana 1913(49): [0, 366, 266, 384]
- sequence-name[interactable]: Conocephalum conicum T 2569(3)r: [0, 2409, 266, 2426]
- alignment-row: [0, 1676, 1432, 1693]
- alignment-row: [0, 2479, 1432, 2497]
- sequence-name[interactable]: Eleusine coracana 2302(7)r: [0, 1378, 266, 1396]
- sequence-text: martkqtarkstggkaprkqlatkaarksapttggvkkphryrpgtvalreirkyqkstellirklpfqrlvreiaqdfktdlrfqshavlalqea----------------------------------------: [268, 1870, 964, 1881]
- alignment-row: [0, 2042, 1432, 2059]
- sequence-name[interactable]: Selaginella moellendorffii 6193(1)r: [0, 2216, 266, 2234]
- sequence-name[interactable]: Populus trichocarpa-deltoides 2386(1)r: [0, 1920, 266, 1937]
- sequence-name[interactable]: Solanum tuberosum 2158(1): [0, 418, 266, 435]
- sequence-text: martkqtarkstggkaprkqlatkaarksapatggvkkphrfrpgtvalreirkyqkstellirklpfqrlvreiaqdfktdlrfqssavaalqeaaesylvglfedtnlcaihakrvtiqpkdiqlarrirgera*: [268, 1014, 968, 1025]
- sequence-text: martkqtarkstggkaprkqlatkaarksapatggvkkphrfrpgtvalreirkyqkstellirklpfqrlvreiaqdfktdlrfqssavaalqeaaesylvglfedtnlcaihakrvtimpkdiqlarrirgera*: [268, 717, 968, 728]
- sequence-text: martkqtarkstggkaprkqlatkaarksapatggvkkphrfrpgtvalreirkyqkstellirklpfqrlvreiaqdfktdlrfqshavlalqeaaeaylvglfedtnlcaihakrvtimpkdiqlarrirgera*: [268, 1206, 968, 1217]
- alignment-row: [0, 1466, 1432, 1483]
- sequence-text: martkqtarkstggkaprkqlatkaarksapttggvkkphryrpgtvalreirkyqkstellirklpfqrlvreiaqdfktdlrfqshavlalqeaaeaylvglfedtnlcaihakrvtimpkdiqlarrirgera*: [268, 1311, 968, 1322]
- alignment-row: [0, 1344, 1432, 1361]
- sequence-name[interactable]: Orobanche cernua cumana 2427(1): [0, 331, 266, 348]
- alignment-row: [0, 1030, 1432, 1047]
- alignment-row: [0, 2531, 1432, 2548]
- sequence-name[interactable]: Pseudotsuga menziesii 2472(2)r: [0, 2147, 266, 2165]
- sequence-name[interactable]: Saccharum officinarum 2322(9)r: [0, 1309, 266, 1326]
- sequence-text: martkqtarkstggkaprkqlatkaarksapttggvkkphryrpgtvalreirkyqkstellirklpfqrlvreiaqdfktdlrfqshavlalqeaaeaylvglfedtnlcaihakrvtimpkdiqlarrirgera*: [268, 1381, 968, 1392]
- sequence-name[interactable]: Chenopium quinoa 2405(1): [0, 470, 266, 488]
- sequence-text: martkqtarkstggkaprkqlatkaarksapatggvkkphrfrpgtvalreirkyqkstellirklpfqrlvreiaqdfktdlrfqssavaalqeaaesylvglfedtnlcaihakrvtimpkdiqlarrirgera*: [268, 246, 968, 257]
- sequence-text: martkqtarkstggkaprkqlatkaarksapatggvkkphrfrpgtvalreirkyqkstellirklpfqrlvreiaqdfktdlrfqssavaalqeaaesylvglfedtnlcaihakrvtimpkdiqlarrirgera*: [268, 752, 968, 763]
- alignment-row: [0, 1309, 1432, 1326]
